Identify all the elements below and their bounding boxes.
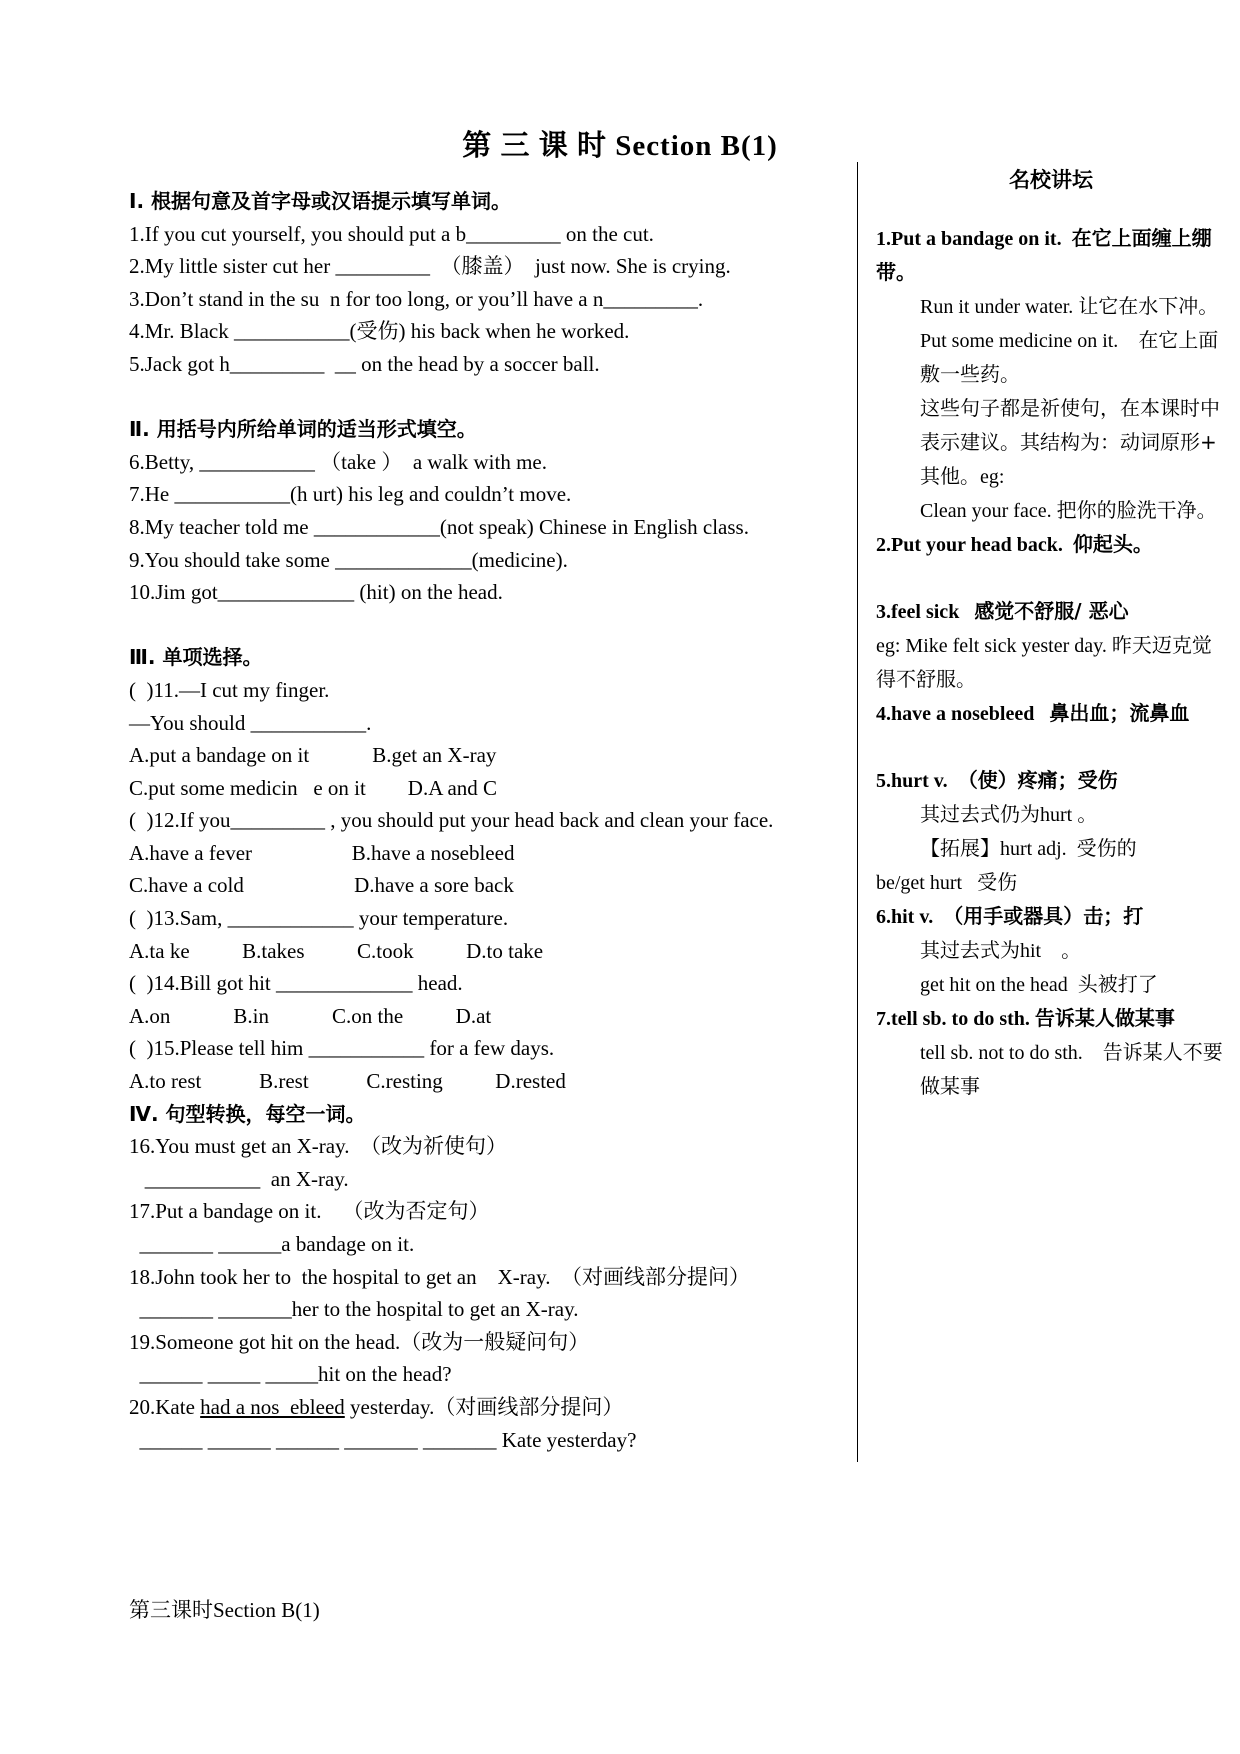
note-line <box>876 494 1226 528</box>
note-5-title <box>876 764 1226 798</box>
note-zh: 把你的脸洗干净。 <box>1056 498 1217 522</box>
note-zh: 。 <box>1077 802 1098 826</box>
question-line: 10.Jim got_____________ (hit) on the head. <box>129 580 503 605</box>
option-line: A.ta ke B.takes C.took D.to take <box>129 938 544 963</box>
note-1-title <box>876 222 1226 290</box>
note-en: be/get hurt <box>876 872 963 894</box>
note-en: hit <box>1020 940 1042 962</box>
note-3-title <box>876 595 1226 629</box>
spacer <box>876 562 1226 595</box>
question-line: 6.Betty, ___________ （take ） a walk with me. <box>129 449 547 474</box>
answer-line: ______ ______ ______ _______ _______ Kate yesterday? <box>129 1427 637 1452</box>
note-zh: （使）疼痛；受伤 <box>957 768 1118 792</box>
note-en: hurt <box>1040 804 1073 826</box>
question-line: ( )14.Bill got hit _____________ head. <box>129 971 463 996</box>
question-line: 19.Someone got hit on the head.（改为一般疑问句） <box>129 1329 590 1354</box>
question-line: 7.He ___________(h urt) his leg and couldn’t move. <box>129 482 572 507</box>
question-line: 4.Mr. Black ___________(受伤) his back when he worked. <box>129 319 630 344</box>
note-zh: 告诉某人不要做某事 <box>920 1040 1223 1098</box>
question-line: 17.Put a bandage on it. （改为否定句） <box>129 1199 490 1224</box>
question-line: ( )15.Please tell him ___________ for a few days. <box>129 1036 555 1061</box>
question-line <box>129 1391 829 1424</box>
q20-prefix: 20.Kate <box>129 1394 201 1419</box>
note-line <box>876 968 1226 1002</box>
question-line: 8.My teacher told me ____________(not speak) Chinese in English class. <box>129 514 749 539</box>
answer-line: ______ _____ _____hit on the head? <box>129 1362 452 1387</box>
question-line: 2.My little sister cut her _________ （膝盖） just now. She is crying. <box>129 254 731 279</box>
note-zh: 其过去式为 <box>920 938 1020 962</box>
section-heading: Ⅳ. 句型转换，每空一词。 <box>129 1101 366 1126</box>
note-line <box>876 866 1226 900</box>
note-6-title <box>876 900 1226 934</box>
note-4-title <box>876 697 1226 731</box>
question-line: 9.You should take some _____________(medicine). <box>129 547 568 572</box>
question-line: ( )12.If you_________ , you should put your head back and clean your face. <box>129 808 774 833</box>
note-en: 1.Put a bandage on it. <box>876 228 1062 250</box>
note-en: 3.feel sick <box>876 601 960 623</box>
note-line <box>876 629 1226 697</box>
option-line: A.put a bandage on it B.get an X-ray <box>129 743 497 768</box>
note-zh: 让它在水下冲。 <box>1078 294 1219 318</box>
note-en: 4.have a nosebleed <box>876 703 1035 725</box>
answer-line: ___________ an X-ray. <box>129 1166 349 1191</box>
note-line <box>876 934 1226 968</box>
note-zh: 这些句子都是祈使句，在本课时中表示建议。其结构为：动词原形+ 其他。 <box>920 396 1220 488</box>
notes-sidebar <box>876 160 1226 1104</box>
q20-underlined: had a nos ebleed <box>200 1394 345 1419</box>
note-en: eg: <box>980 466 1005 488</box>
question-line: 3.Don’t stand in the su n for too long, or you’ll have a n_________. <box>129 286 704 311</box>
note-line <box>876 832 1226 866</box>
option-line: C.have a cold D.have a sore back <box>129 873 514 898</box>
spacer <box>129 609 829 642</box>
note-2-title <box>876 528 1226 562</box>
question-line: ( )13.Sam, ____________ your temperature. <box>129 906 509 931</box>
column-divider <box>857 162 858 1462</box>
note-en: Run it under water. <box>920 296 1074 318</box>
question-line: 1.If you cut yourself, you should put a b_________ on the cut. <box>129 221 654 246</box>
note-en: 6.hit v. <box>876 906 934 928</box>
note-en: eg: Mike felt sick yester day. <box>876 635 1107 657</box>
note-zh: 【拓展】 <box>920 836 1000 860</box>
question-line: ( )11.—I cut my finger. <box>129 677 330 702</box>
note-zh: 昨天迈克觉得不舒服。 <box>876 633 1212 691</box>
note-line <box>876 1036 1226 1104</box>
spacer <box>129 381 829 414</box>
question-line: 18.John took her to the hospital to get an X-ray. （对画线部分提问） <box>129 1264 750 1289</box>
section-heading: Ⅰ. 根据句意及首字母或汉语提示填写单词。 <box>129 189 512 213</box>
q20-suffix: yesterday.（对画线部分提问） <box>344 1394 624 1419</box>
note-zh: 受伤 <box>977 870 1018 894</box>
option-line: A.to rest B.rest C.resting D.rested <box>129 1069 566 1094</box>
note-line <box>876 798 1226 832</box>
note-en: hurt adj. <box>1000 838 1067 860</box>
note-en: 7.tell sb. to do sth. <box>876 1008 1030 1030</box>
section-heading: Ⅱ. 用括号内所给单词的适当形式填空。 <box>129 417 477 442</box>
page-footer: 第三课时Section B(1) <box>129 1598 320 1622</box>
note-zh: （用手或器具）击；打 <box>943 904 1144 928</box>
note-zh: 鼻出血；流鼻血 <box>1049 701 1190 725</box>
note-7-title <box>876 1002 1226 1036</box>
note-en: tell sb. not to do sth. <box>920 1042 1083 1064</box>
note-en: Clean your face. <box>920 500 1052 522</box>
option-line: C.put some medicin e on it D.A and C <box>129 775 498 800</box>
note-line <box>876 324 1226 392</box>
note-zh: 在它上面敷一些药。 <box>920 328 1219 386</box>
sidebar-heading: 名校讲坛 <box>1009 168 1093 192</box>
note-en: 2.Put your head back. <box>876 534 1063 556</box>
note-en: 5.hurt v. <box>876 770 948 792</box>
page-title: 第 三 课 时 Section B(1) <box>462 130 778 162</box>
note-zh: 其过去式仍为 <box>920 802 1040 826</box>
note-en: get hit on the head <box>920 974 1068 996</box>
question-line: 5.Jack got h_________ __ on the head by a soccer ball. <box>129 351 600 376</box>
option-line: A.have a fever B.have a nosebleed <box>129 840 515 865</box>
section-heading: Ⅲ. 单项选择。 <box>129 645 263 670</box>
note-en: Put some medicine on it. <box>920 330 1119 352</box>
exercise-column <box>129 185 829 1456</box>
option-line: A.on B.in C.on the D.at <box>129 1003 492 1028</box>
note-zh: 告诉某人做某事 <box>1034 1006 1175 1030</box>
answer-line: _______ _______her to the hospital to get an X-ray. <box>129 1297 579 1322</box>
question-line: 16.You must get an X-ray. （改为祈使句） <box>129 1134 507 1159</box>
note-line <box>876 290 1226 324</box>
note-zh: 头被打了 <box>1077 972 1158 996</box>
note-zh: 受伤的 <box>1076 836 1137 860</box>
note-zh: 仰起头。 <box>1072 532 1153 556</box>
question-line: —You should ___________. <box>129 710 372 735</box>
spacer <box>876 731 1226 764</box>
note-zh: 。 <box>1061 938 1082 962</box>
note-zh: 感觉不舒服/ 恶心 <box>974 599 1129 623</box>
answer-line: _______ ______a bandage on it. <box>129 1232 415 1256</box>
note-line <box>876 392 1226 494</box>
note-zh: 在它上面缠上绷带。 <box>876 226 1212 284</box>
